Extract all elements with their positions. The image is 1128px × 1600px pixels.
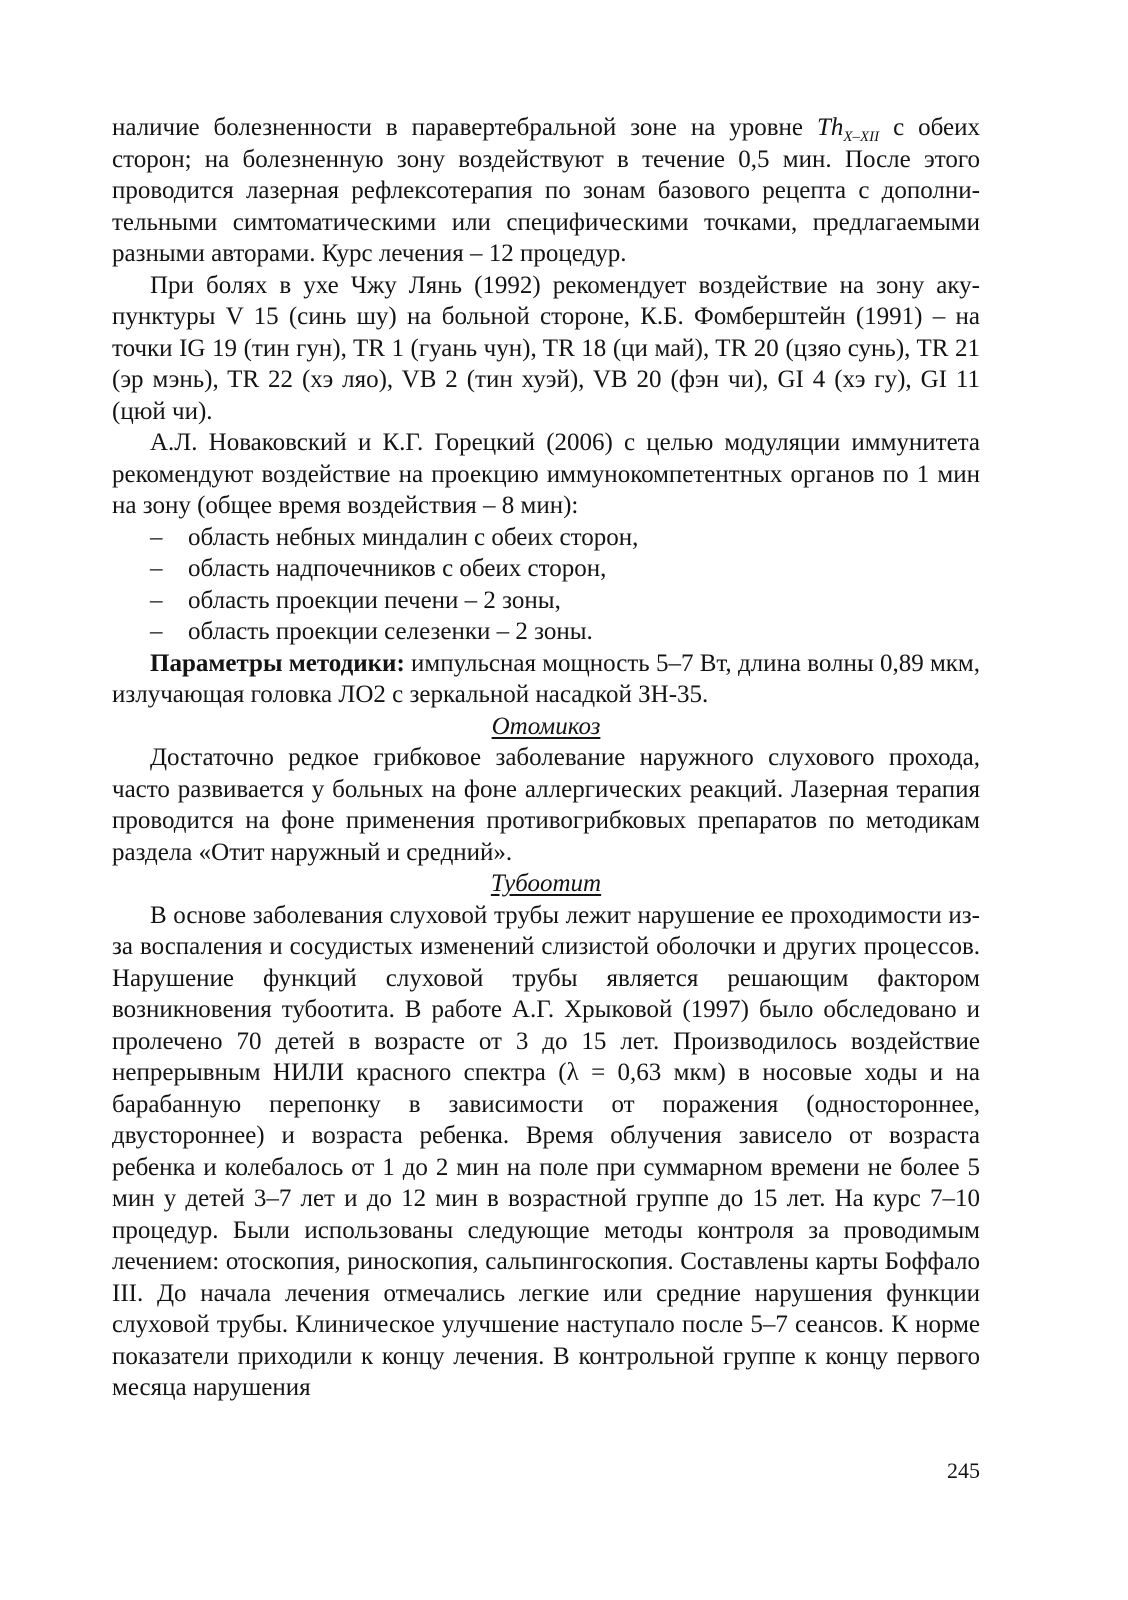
- list-item: [112, 585, 980, 617]
- list-item-text: область небных миндалин с обеих сторон,: [188, 523, 639, 551]
- dash-bullet: –: [150, 555, 163, 582]
- paragraph-text: наличие болезненности в паравертебральной зоне на уровне: [112, 114, 817, 141]
- list-item: [112, 553, 980, 585]
- paragraph-otomycosis: Достаточно редкое грибковое заболевание наружного слухового прохода, часто развивается у больных на фоне аллергических реакций. Лазерная терапия проводится на фоне применения противогрибковых препаратов по методикам раздела «Отит наружный и средний».: [112, 744, 980, 866]
- page-number: 245: [947, 1458, 980, 1483]
- paragraph-tubootitis: В основе заболевания слуховой трубы лежит нарушение ее проходимости из-за воспаления и сосудистых изменений слизистой оболочки и других процессов. Нарушение функций слуховой трубы является решающим фактором возникновения тубоотита. В работе А.Г. Хрыковой (1997) было обследовано и пролечено 70 детей в возрасте от 3 до 15 лет. Производилось воздействие непрерывным НИЛИ красного спектра (λ = 0,63 мкм) в носовые ходы и на барабанную перепонку в зависимости от поражения (одностороннее, двустороннее) и возраста ребенка. Время облучения зависело от возраста ребенка и колебалось от 1 до 2 мин на поле при суммарном времени не более 5 мин у детей 3–7 лет и до 12 мин в возрастной группе до 15 лет. На курс 7–10 процедур. Были использованы следующие методы контроля за проводимым лечением: отоскопия, риноскопия, сальпингоскопия. Составлены карты Боффало III. До начала лечения отмечались легкие или средние нарушения функции слуховой трубы. Клиническое улучшение наступало после 5–7 сеансов. К норме показатели приходили к концу лечения. В контрольной группе к концу первого месяца нарушения: [112, 901, 980, 1401]
- parameters-label: Параметры методики:: [150, 649, 405, 677]
- zones-list: [112, 522, 980, 648]
- page-body: [112, 112, 980, 1404]
- list-item-text: область проекции печени – 2 зоны,: [188, 586, 561, 614]
- dash-bullet: –: [150, 618, 163, 645]
- paragraph-immunity: А.Л. Новаковский и К.Г. Горецкий (2006) с целью модуляции иммунитета рекомендуют воздействие на проекцию иммунокомпетентных органов по 1 мин на зону (общее время воздействия – 8 мин):: [112, 429, 980, 519]
- parameters-text: импульсная мощность 5–7 Вт, длина волны 0,89 мкм, излучающая головка ЛО2 с зеркальной насадкой ЗН-35.: [112, 649, 980, 708]
- section-heading-tubootitis: Тубоотит: [490, 870, 602, 897]
- paragraph-ear-pain: При болях в ухе Чжу Лянь (1992) рекомендует воздействие на зону акупунктуры V 15 (синь шу) на больной стороне, К.Б. Фомберштейн (1991) – на точки IG 19 (тин гун), TR 1 (гуань чун), TR 18 (ци май), TR 20 (цзяо сунь), TR 21 (эр мэнь), TR 22 (хэ ляо), VB 2 (тин хуэй), VB 20 (фэн чи), GI 4 (хэ гу), GI 11 (цюй чи).: [112, 271, 980, 425]
- list-item-text: область проекции селезенки – 2 зоны.: [188, 618, 593, 645]
- list-item-text: область надпочечников с обеих сторон,: [188, 555, 607, 582]
- list-item: [112, 616, 980, 648]
- list-item: [112, 522, 980, 554]
- vertebra-symbol: Th: [816, 114, 844, 141]
- dash-bullet: –: [150, 586, 163, 614]
- paragraph-continuation: [112, 112, 980, 270]
- vertebra-range: X–XII: [843, 129, 880, 145]
- dash-bullet: –: [150, 523, 163, 551]
- section-heading-otomycosis: Отомикоз: [491, 712, 601, 740]
- paragraph-parameters: [112, 648, 980, 711]
- paragraph-text: с обеих сторон; на болезненную зону воздействуют в течение 0,5 мин. После этого проводится лазерная рефлексотерапия по зонам базового рецепта с дополнительными симтоматическими или специфическими точками, предлагаемыми разными авторами. Курс лечения – 12 процедур.: [112, 114, 980, 267]
